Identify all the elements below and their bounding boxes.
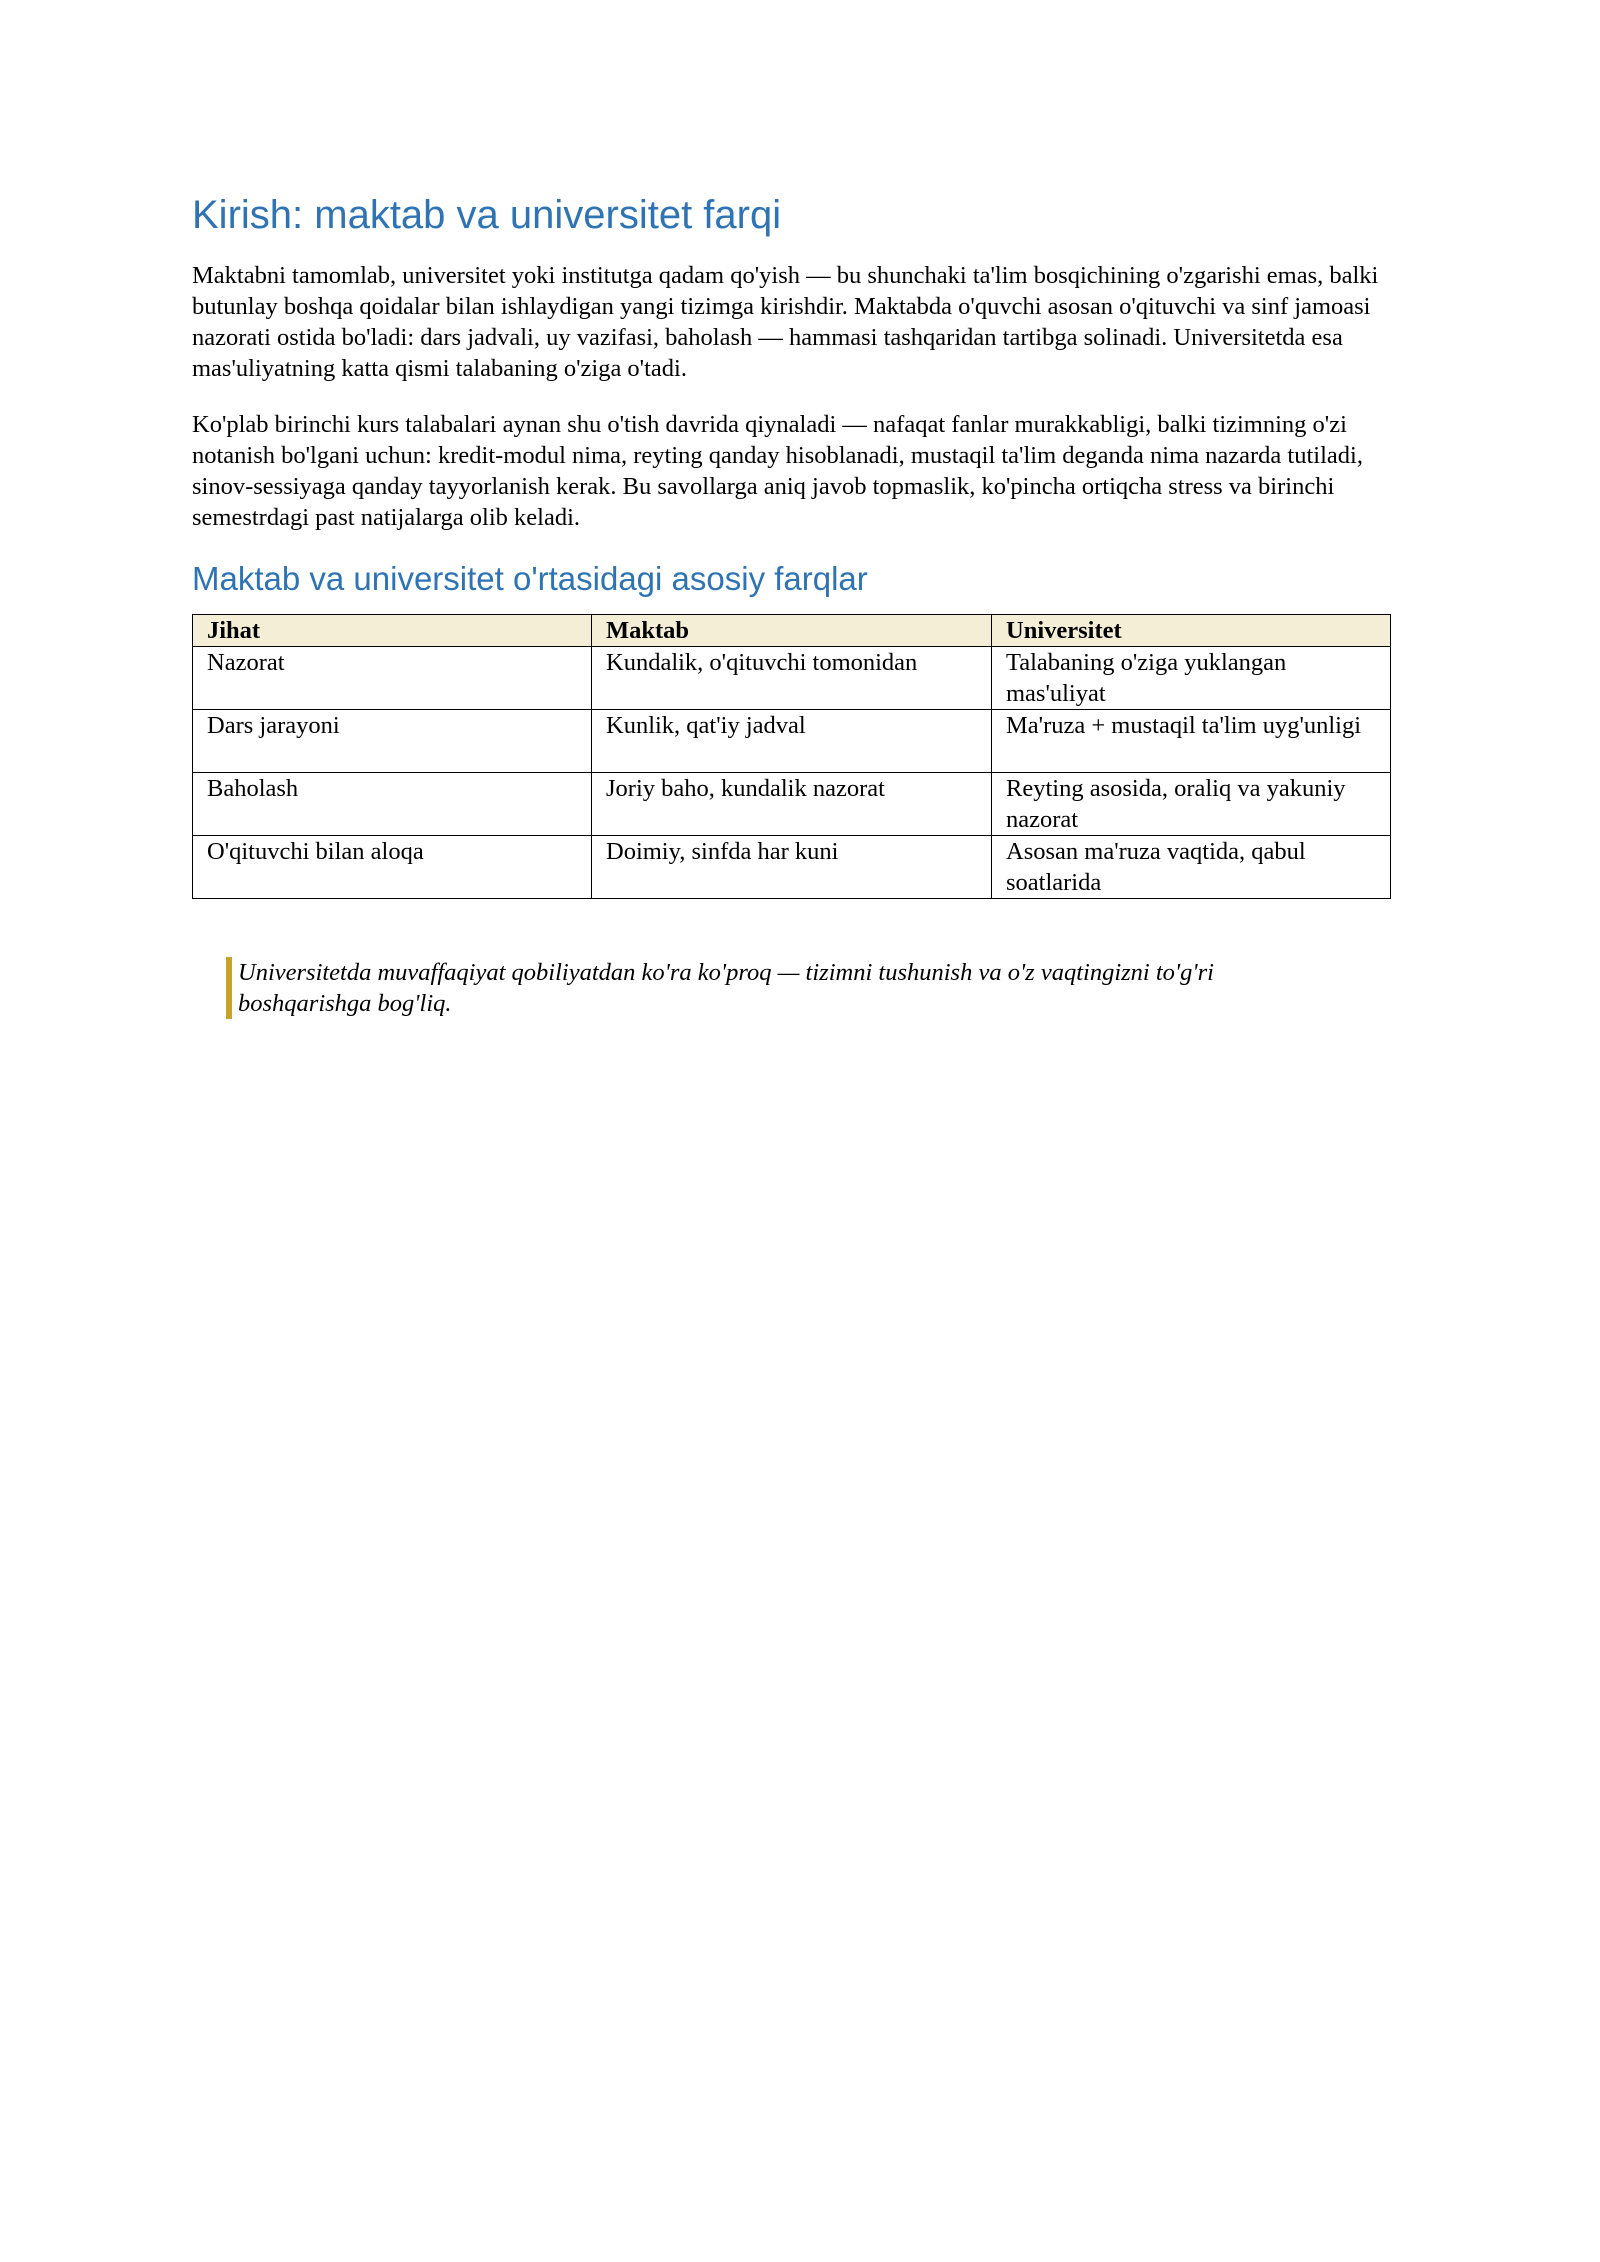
table-cell: Dars jarayoni — [193, 710, 592, 773]
table-row — [193, 647, 1391, 710]
table-cell: Kundalik, o'qituvchi tomonidan — [592, 647, 992, 710]
table-cell: Asosan ma'ruza vaqtida, qabul soatlarida — [992, 836, 1391, 899]
page-title: Kirish: maktab va universitet farqi — [192, 193, 782, 237]
table-cell: Kunlik, qat'iy jadval — [592, 710, 992, 773]
table-row — [193, 836, 1391, 899]
table-cell: Joriy baho, kundalik nazorat — [592, 773, 992, 836]
table-cell: Nazorat — [193, 647, 592, 710]
table-header-row — [193, 615, 1391, 647]
table-header-cell: Maktab — [592, 615, 992, 647]
intro-paragraph-2: Ko'plab birinchi kurs talabalari aynan shu o'tish davrida qiynaladi — nafaqat fanlar murakkabligi, balki tizimning o'zi notanish bo'lgani uchun: kredit-modul nima, reyting qanday hisoblanadi, mustaqil ta'lim deganda nima nazarda tutiladi, sinov-sessiyaga qanday tayyorlanish kerak. Bu savollarga aniq javob topmaslik, ko'pincha ortiqcha stress va birinchi semestrdagi past natijalarga olib keladi. — [192, 411, 1363, 531]
table-row — [193, 710, 1391, 773]
table-cell: Ma'ruza + mustaqil ta'lim uyg'unligi — [992, 710, 1391, 773]
comparison-table — [192, 614, 1391, 899]
intro-paragraph-1: Maktabni tamomlab, universitet yoki institutga qadam qo'yish — bu shunchaki ta'lim bosqichining o'zgarishi emas, balki butunlay boshqa qoidalar bilan ishlaydigan yangi tizimga kirishdir. Maktabda o'quvchi asosan o'qituvchi va sinf jamoasi nazorati ostida bo'ladi: dars jadvali, uy vazifasi, baholash — hammasi tashqaridan tartibga solinadi. Universitetda esa mas'uliyatning katta qismi talabaning o'ziga o'tadi. — [192, 262, 1379, 382]
table-header-cell: Jihat — [193, 615, 592, 647]
table-row — [193, 773, 1391, 836]
document-page — [192, 190, 1390, 1019]
section-title: Maktab va universitet o'rtasidagi asosiy farqlar — [192, 560, 868, 597]
table-cell: Talabaning o'ziga yuklangan mas'uliyat — [992, 647, 1391, 710]
table-cell: Doimiy, sinfda har kuni — [592, 836, 992, 899]
table-cell: Reyting asosida, oraliq va yakuniy nazorat — [992, 773, 1391, 836]
pull-quote: Universitetda muvaffaqiyat qobiliyatdan ko'ra ko'proq — tizimni tushunish va o'z vaqtingizni to'g'ri boshqarishga bog'liq. — [226, 957, 1338, 1019]
table-header-cell: Universitet — [992, 615, 1391, 647]
table-cell: Baholash — [193, 773, 592, 836]
table-cell: O'qituvchi bilan aloqa — [193, 836, 592, 899]
